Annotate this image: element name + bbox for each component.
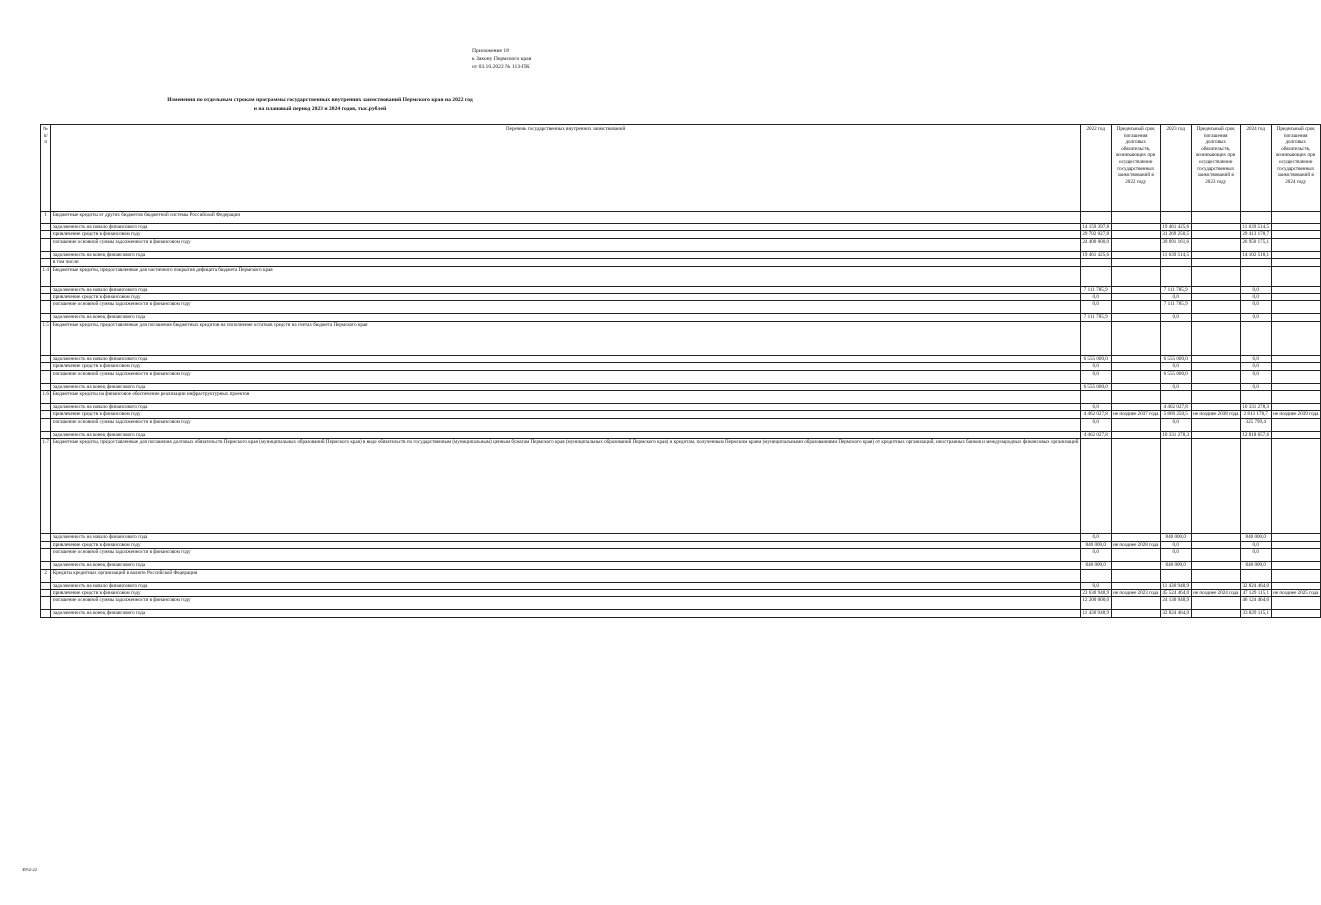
value-2023: 32 824 464,0 bbox=[1162, 610, 1190, 617]
term-2024 bbox=[1271, 383, 1320, 390]
value-2024: 325 799,4 bbox=[1240, 418, 1271, 431]
value-2023 bbox=[1160, 266, 1191, 286]
row-number: 1 bbox=[41, 212, 51, 224]
term-2024 bbox=[1271, 294, 1320, 301]
term-2023 bbox=[1191, 370, 1240, 383]
row-name: задолженность на конец финансового года bbox=[51, 431, 1080, 438]
value-2023: 10 331 278,3 bbox=[1162, 431, 1190, 438]
term-2024 bbox=[1271, 224, 1320, 231]
value-2023: 0,0 bbox=[1160, 363, 1191, 370]
term-2022 bbox=[1111, 321, 1160, 355]
value-2022: 0,0 bbox=[1080, 582, 1111, 589]
term-2022 bbox=[1111, 431, 1160, 438]
term-2024 bbox=[1271, 238, 1320, 251]
table-row bbox=[41, 534, 1321, 541]
term-2024 bbox=[1271, 231, 1320, 238]
term-2024 bbox=[1271, 562, 1320, 569]
value-2023: 0,0 bbox=[1160, 383, 1191, 390]
value-2023: 0,0 bbox=[1160, 314, 1191, 321]
row-name: задолженность на конец финансового года bbox=[51, 314, 1080, 321]
row-number bbox=[41, 404, 51, 411]
term-2023: не позднее 2024 года bbox=[1193, 589, 1239, 596]
term-2023 bbox=[1191, 404, 1240, 411]
term-2022 bbox=[1111, 363, 1160, 370]
value-2022: 6 555 000,0 bbox=[1080, 355, 1111, 362]
value-2022 bbox=[1080, 439, 1111, 534]
value-2024 bbox=[1240, 569, 1271, 582]
row-name: задолженность на начало финансового года bbox=[51, 224, 1080, 231]
term-2022 bbox=[1111, 286, 1160, 293]
value-2022 bbox=[1080, 569, 1111, 582]
term-2023 bbox=[1191, 597, 1240, 610]
value-2023 bbox=[1160, 212, 1191, 224]
row-name: задолженность на начало финансового года bbox=[51, 404, 1080, 411]
term-2022 bbox=[1111, 610, 1160, 617]
term-2023 bbox=[1191, 259, 1240, 266]
row-number bbox=[41, 355, 51, 362]
table-row bbox=[41, 391, 1321, 404]
row-name: погашение основной суммы задолженности в финансовом году bbox=[51, 418, 1080, 431]
value-2024: 0,0 bbox=[1240, 549, 1271, 562]
term-2024 bbox=[1271, 569, 1320, 582]
table-row bbox=[41, 321, 1321, 355]
row-number: 1.4 bbox=[41, 266, 51, 286]
value-2023: 0,0 bbox=[1160, 549, 1191, 562]
value-2022 bbox=[1080, 321, 1111, 355]
appendix-line-1: Приложение 18 bbox=[472, 48, 510, 54]
col-header-num: № п/п bbox=[41, 125, 51, 212]
term-2024 bbox=[1271, 355, 1320, 362]
row-number bbox=[41, 224, 51, 231]
row-name: Кредиты кредитных организаций в валюте Российской Федерации bbox=[51, 569, 1080, 582]
value-2022: 12 200 000,0 bbox=[1080, 597, 1111, 610]
term-2024: не позднее 2039 года bbox=[1273, 411, 1319, 418]
value-2024: 0,0 bbox=[1240, 314, 1271, 321]
value-2024: 0,0 bbox=[1240, 294, 1271, 301]
row-name: привлечение средств в финансовом году bbox=[51, 294, 1080, 301]
row-name: привлечение средств в финансовом году bbox=[51, 541, 1080, 548]
title-line-1: Изменения по отдельным строкам программы государственных внутренних заимствований Пермского края на 2022 год bbox=[167, 97, 473, 103]
value-2024 bbox=[1240, 391, 1271, 404]
term-2024 bbox=[1271, 541, 1320, 548]
value-2022: 0,0 bbox=[1080, 363, 1111, 370]
term-2022 bbox=[1111, 597, 1160, 610]
row-number bbox=[41, 431, 51, 438]
table-row bbox=[41, 383, 1321, 390]
row-name: Бюджетные кредиты на финансовое обеспечение реализации инфраструктурных проектов bbox=[51, 391, 1080, 404]
row-name: погашение основной суммы задолженности в финансовом году bbox=[51, 597, 1080, 610]
table-row bbox=[41, 266, 1321, 286]
term-2022: не позднее 2037 года bbox=[1113, 411, 1159, 418]
col-header-2023: 2023 год bbox=[1160, 125, 1191, 212]
value-2022: 0,0 bbox=[1080, 549, 1111, 562]
term-2022: не позднее 2023 года bbox=[1113, 589, 1159, 596]
term-2024 bbox=[1271, 597, 1320, 610]
table-header-row bbox=[41, 125, 1321, 212]
appendix-line-2: к Закону Пермского края bbox=[472, 56, 532, 62]
row-name: задолженность на начало финансового года bbox=[51, 534, 1080, 541]
term-2022 bbox=[1111, 301, 1160, 314]
value-2023: 7 111 785,9 bbox=[1160, 301, 1191, 314]
row-number bbox=[41, 314, 51, 321]
value-2023: 840 000,0 bbox=[1160, 534, 1191, 541]
row-number: 1.7 bbox=[41, 439, 51, 534]
term-2022 bbox=[1111, 266, 1160, 286]
value-2024 bbox=[1240, 266, 1271, 286]
appendix-note bbox=[472, 47, 531, 71]
row-number bbox=[41, 418, 51, 431]
value-2024: 46 124 464,0 bbox=[1240, 597, 1271, 610]
value-2024: 10 331 278,3 bbox=[1242, 404, 1270, 411]
table-row bbox=[41, 541, 1321, 548]
table-row bbox=[41, 370, 1321, 383]
value-2022: 7 111 785,9 bbox=[1080, 314, 1111, 321]
term-2022 bbox=[1111, 569, 1160, 582]
term-2023 bbox=[1191, 541, 1240, 548]
term-2024 bbox=[1271, 363, 1320, 370]
value-2023: 24 130 948,9 bbox=[1160, 597, 1191, 610]
term-2023 bbox=[1191, 569, 1240, 582]
term-2022 bbox=[1111, 238, 1160, 251]
row-name: погашение основной суммы задолженности в финансовом году bbox=[51, 370, 1080, 383]
value-2024: 840 000,0 bbox=[1240, 562, 1271, 569]
value-2023 bbox=[1160, 321, 1191, 355]
term-2022 bbox=[1111, 231, 1160, 238]
value-2022: 840 000,0 bbox=[1080, 541, 1111, 548]
term-2023 bbox=[1191, 251, 1240, 258]
term-2023 bbox=[1191, 582, 1240, 589]
term-2022 bbox=[1111, 549, 1160, 562]
term-2022 bbox=[1111, 314, 1160, 321]
row-name: Бюджетные кредиты от других бюджетов бюджетной системы Российской Федерации bbox=[51, 212, 1080, 224]
row-number bbox=[41, 597, 51, 610]
row-number bbox=[41, 231, 51, 238]
value-2023: 39 091 161,6 bbox=[1160, 238, 1191, 251]
term-2023 bbox=[1191, 549, 1240, 562]
table-row bbox=[41, 569, 1321, 582]
term-2022 bbox=[1111, 582, 1160, 589]
value-2023: 5 869 250,5 bbox=[1160, 411, 1191, 418]
term-2024 bbox=[1271, 321, 1320, 355]
term-2024 bbox=[1271, 610, 1320, 617]
value-2022: 4 462 027,8 bbox=[1080, 431, 1111, 438]
row-name: погашение основной суммы задолженности в финансовом году bbox=[51, 301, 1080, 314]
table-row bbox=[41, 582, 1321, 589]
table-row bbox=[41, 294, 1321, 301]
table-row bbox=[41, 589, 1321, 596]
value-2024: 0,0 bbox=[1240, 301, 1271, 314]
table-row bbox=[41, 224, 1321, 231]
col-header-2022: 2022 год bbox=[1080, 125, 1111, 212]
table-row bbox=[41, 597, 1321, 610]
value-2022: 0,0 bbox=[1080, 534, 1111, 541]
table-row bbox=[41, 251, 1321, 258]
row-number bbox=[41, 363, 51, 370]
value-2024: 32 824 464,0 bbox=[1242, 582, 1270, 589]
col-header-2024: 2024 год bbox=[1240, 125, 1271, 212]
footer-code: 4952-22 bbox=[22, 867, 37, 872]
value-2022: 0,0 bbox=[1080, 404, 1111, 411]
term-2024 bbox=[1271, 251, 1320, 258]
term-2023 bbox=[1191, 355, 1240, 362]
value-2024 bbox=[1240, 259, 1271, 266]
term-2024 bbox=[1271, 259, 1320, 266]
row-name: задолженность на конец финансового года bbox=[51, 251, 1080, 258]
value-2022: 0,0 bbox=[1080, 418, 1111, 431]
row-name: задолженность на конец финансового года bbox=[51, 610, 1080, 617]
value-2024: 12 818 657,6 bbox=[1242, 431, 1270, 438]
value-2023: 0,0 bbox=[1160, 541, 1191, 548]
term-2022 bbox=[1111, 212, 1160, 224]
borrowing-table bbox=[40, 124, 1321, 618]
row-name: Бюджетные кредиты, предоставленные для погашения долговых обязательств Пермского края (муниципальных образований Пермского края) в виде обязательств по государственным (муниципальным) ценным бумагам Пермского края (муниципальных образований Пермского края) и кредитам, полученным Пермским краем (муниципальными образованиями Пермского края) от кредитных организаций, иностранных банков и международных финансовых организаций bbox=[51, 439, 1080, 534]
term-2024 bbox=[1271, 431, 1320, 438]
document-title bbox=[80, 96, 560, 114]
table-row bbox=[41, 301, 1321, 314]
row-number bbox=[41, 562, 51, 569]
term-2023 bbox=[1191, 224, 1240, 231]
value-2023 bbox=[1160, 569, 1191, 582]
value-2024 bbox=[1240, 321, 1271, 355]
term-2022 bbox=[1111, 439, 1160, 534]
table-body bbox=[41, 212, 1321, 618]
value-2024: 14 102 518,1 bbox=[1242, 251, 1270, 258]
row-name: задолженность на конец финансового года bbox=[51, 383, 1080, 390]
row-name: привлечение средств в финансовом году bbox=[51, 589, 1080, 596]
row-name: в том числе: bbox=[51, 259, 1080, 266]
table-row bbox=[41, 418, 1321, 431]
term-2023 bbox=[1191, 418, 1240, 431]
table-row bbox=[41, 314, 1321, 321]
row-number: 1.5 bbox=[41, 321, 51, 355]
table-row bbox=[41, 259, 1321, 266]
term-2023 bbox=[1191, 534, 1240, 541]
term-2024 bbox=[1271, 534, 1320, 541]
term-2022 bbox=[1111, 404, 1160, 411]
row-name: задолженность на начало финансового года bbox=[51, 355, 1080, 362]
value-2024: 29 413 178,7 bbox=[1242, 231, 1270, 238]
appendix-line-3: от 03.10.2022 № 113-ПК bbox=[472, 64, 530, 70]
term-2024 bbox=[1271, 301, 1320, 314]
value-2022: 4 462 027,8 bbox=[1080, 411, 1111, 418]
row-name: задолженность на начало финансового года bbox=[51, 582, 1080, 589]
value-2023: 7 111 785,9 bbox=[1160, 286, 1191, 293]
term-2022 bbox=[1111, 418, 1160, 431]
term-2024 bbox=[1271, 370, 1320, 383]
term-2024 bbox=[1271, 582, 1320, 589]
value-2022 bbox=[1080, 391, 1111, 404]
row-number bbox=[41, 301, 51, 314]
term-2024 bbox=[1271, 314, 1320, 321]
table-row bbox=[41, 238, 1321, 251]
term-2023 bbox=[1191, 383, 1240, 390]
term-2022 bbox=[1111, 383, 1160, 390]
col-header-term-2022: Предельный срок погашения долговых обязательств, возникающих при осуществлении государственных заимствований в 2022 году bbox=[1111, 125, 1160, 212]
row-name: привлечение средств в финансовом году bbox=[51, 363, 1080, 370]
value-2022: 11 430 948,9 bbox=[1080, 610, 1111, 617]
value-2023 bbox=[1160, 439, 1191, 534]
term-2022 bbox=[1111, 562, 1160, 569]
value-2022: 0,0 bbox=[1080, 294, 1111, 301]
table-row bbox=[41, 231, 1321, 238]
col-header-name: Перечень государственных внутренних заимствований bbox=[51, 125, 1080, 212]
term-2023 bbox=[1191, 439, 1240, 534]
term-2022 bbox=[1111, 391, 1160, 404]
value-2023 bbox=[1160, 259, 1191, 266]
term-2023 bbox=[1191, 363, 1240, 370]
table-row bbox=[41, 549, 1321, 562]
term-2023 bbox=[1191, 212, 1240, 224]
value-2022: 6 555 000,0 bbox=[1080, 383, 1111, 390]
table-row bbox=[41, 439, 1321, 534]
value-2023: 4 462 027,8 bbox=[1160, 404, 1191, 411]
row-number: 1.6 bbox=[41, 391, 51, 404]
value-2024: 47 129 115,1 bbox=[1240, 589, 1271, 596]
value-2024: 0,0 bbox=[1240, 355, 1271, 362]
row-number bbox=[41, 251, 51, 258]
term-2022: не позднее 2028 года bbox=[1113, 541, 1159, 548]
row-number bbox=[41, 370, 51, 383]
term-2022 bbox=[1111, 534, 1160, 541]
table-row bbox=[41, 610, 1321, 617]
value-2022 bbox=[1080, 266, 1111, 286]
term-2023 bbox=[1191, 238, 1240, 251]
term-2023 bbox=[1191, 294, 1240, 301]
value-2023: 11 639 514,5 bbox=[1160, 251, 1191, 258]
value-2022 bbox=[1080, 259, 1111, 266]
term-2023 bbox=[1191, 562, 1240, 569]
row-number bbox=[41, 589, 51, 596]
term-2023 bbox=[1191, 610, 1240, 617]
value-2023: 840 000,0 bbox=[1160, 562, 1191, 569]
value-2024: 0,0 bbox=[1240, 363, 1271, 370]
value-2024 bbox=[1240, 439, 1271, 534]
term-2024 bbox=[1271, 286, 1320, 293]
value-2023: 6 555 000,0 bbox=[1160, 355, 1191, 362]
value-2022: 840 000,0 bbox=[1080, 562, 1111, 569]
row-number: 2 bbox=[41, 569, 51, 582]
row-name: погашение основной суммы задолженности в финансовом году bbox=[51, 549, 1080, 562]
term-2024 bbox=[1271, 266, 1320, 286]
row-number bbox=[41, 610, 51, 617]
value-2024: 0,0 bbox=[1240, 541, 1271, 548]
value-2022: 24 400 000,0 bbox=[1080, 238, 1111, 251]
value-2022: 7 111 785,9 bbox=[1080, 286, 1111, 293]
term-2023 bbox=[1191, 314, 1240, 321]
term-2023 bbox=[1191, 286, 1240, 293]
row-number bbox=[41, 286, 51, 293]
row-number bbox=[41, 534, 51, 541]
term-2023 bbox=[1191, 431, 1240, 438]
value-2024: 0,0 bbox=[1240, 286, 1271, 293]
value-2023: 45 524 464,0 bbox=[1162, 589, 1190, 596]
value-2022: 0,0 bbox=[1080, 370, 1111, 383]
row-number bbox=[41, 259, 51, 266]
table-row bbox=[41, 212, 1321, 224]
col-header-term-2023: Предельный срок погашения долговых обязательств, возникающих при осуществлении государственных заимствований в 2023 году bbox=[1191, 125, 1240, 212]
value-2024: 26 950 175,1 bbox=[1240, 238, 1271, 251]
term-2022 bbox=[1111, 251, 1160, 258]
table-row bbox=[41, 355, 1321, 362]
term-2023 bbox=[1191, 321, 1240, 355]
value-2022: 29 702 027,8 bbox=[1082, 231, 1110, 238]
table-row bbox=[41, 363, 1321, 370]
value-2022: 19 461 425,6 bbox=[1082, 251, 1110, 258]
row-number bbox=[41, 294, 51, 301]
term-2023 bbox=[1191, 391, 1240, 404]
value-2024: 11 639 514,5 bbox=[1240, 224, 1271, 231]
term-2024: не позднее 2025 года bbox=[1273, 589, 1319, 596]
value-2024: 840 000,0 bbox=[1240, 534, 1271, 541]
term-2024 bbox=[1271, 439, 1320, 534]
term-2022 bbox=[1111, 224, 1160, 231]
value-2024 bbox=[1240, 212, 1271, 224]
term-2024 bbox=[1271, 404, 1320, 411]
row-number bbox=[41, 582, 51, 589]
row-name: задолженность на начало финансового года bbox=[51, 286, 1080, 293]
row-name: привлечение средств в финансовом году bbox=[51, 231, 1080, 238]
row-name: погашение основной суммы задолженности в финансовом году bbox=[51, 238, 1080, 251]
term-2022 bbox=[1111, 259, 1160, 266]
value-2024: 0,0 bbox=[1240, 383, 1271, 390]
value-2024: 33 829 115,1 bbox=[1240, 610, 1271, 617]
term-2023 bbox=[1191, 231, 1240, 238]
term-2023 bbox=[1191, 301, 1240, 314]
term-2023 bbox=[1191, 266, 1240, 286]
value-2022: 23 630 948,9 bbox=[1082, 589, 1110, 596]
term-2022 bbox=[1111, 370, 1160, 383]
term-2022 bbox=[1111, 355, 1160, 362]
value-2023: 0,0 bbox=[1160, 294, 1191, 301]
table-row bbox=[41, 431, 1321, 438]
value-2023: 0,0 bbox=[1160, 418, 1191, 431]
term-2024 bbox=[1271, 418, 1320, 431]
table-row bbox=[41, 404, 1321, 411]
term-2022 bbox=[1111, 294, 1160, 301]
row-name: Бюджетные кредиты, предоставленные для погашения бюджетных кредитов на пополнение остатков средств на счетах бюджета Пермского края bbox=[51, 321, 1080, 355]
value-2023: 11 430 948,9 bbox=[1160, 582, 1191, 589]
table-row bbox=[41, 562, 1321, 569]
row-name: привлечение средств в финансовом году bbox=[51, 411, 1080, 418]
title-line-2: и на плановый период 2023 и 2024 годов, тыс.рублей bbox=[253, 106, 387, 112]
table-row bbox=[41, 286, 1321, 293]
col-header-term-2024: Предельный срок погашения долговых обязательств, возникающих при осуществлении государственных заимствований в 2024 году bbox=[1271, 125, 1320, 212]
value-2024: 0,0 bbox=[1240, 370, 1271, 383]
term-2024 bbox=[1271, 212, 1320, 224]
row-number bbox=[41, 549, 51, 562]
value-2023: 31 269 250,5 bbox=[1162, 231, 1190, 238]
table-row bbox=[41, 411, 1321, 418]
row-number bbox=[41, 383, 51, 390]
value-2023: 6 555 000,0 bbox=[1160, 370, 1191, 383]
value-2022 bbox=[1080, 212, 1111, 224]
value-2024: 2 813 178,7 bbox=[1240, 411, 1271, 418]
term-2024 bbox=[1271, 391, 1320, 404]
value-2023: 19 461 425,6 bbox=[1162, 224, 1190, 230]
value-2022: 14 159 397,8 bbox=[1082, 224, 1110, 230]
row-number bbox=[41, 238, 51, 251]
value-2023 bbox=[1160, 391, 1191, 404]
row-name: задолженность на конец финансового года bbox=[51, 562, 1080, 569]
value-2022: 0,0 bbox=[1080, 301, 1111, 314]
row-number bbox=[41, 411, 51, 418]
row-name: Бюджетные кредиты, предоставленные для частичного покрытия дефицита бюджета Пермского края bbox=[51, 266, 1080, 286]
row-number bbox=[41, 541, 51, 548]
term-2024 bbox=[1271, 549, 1320, 562]
term-2023: не позднее 2038 года bbox=[1193, 411, 1239, 418]
